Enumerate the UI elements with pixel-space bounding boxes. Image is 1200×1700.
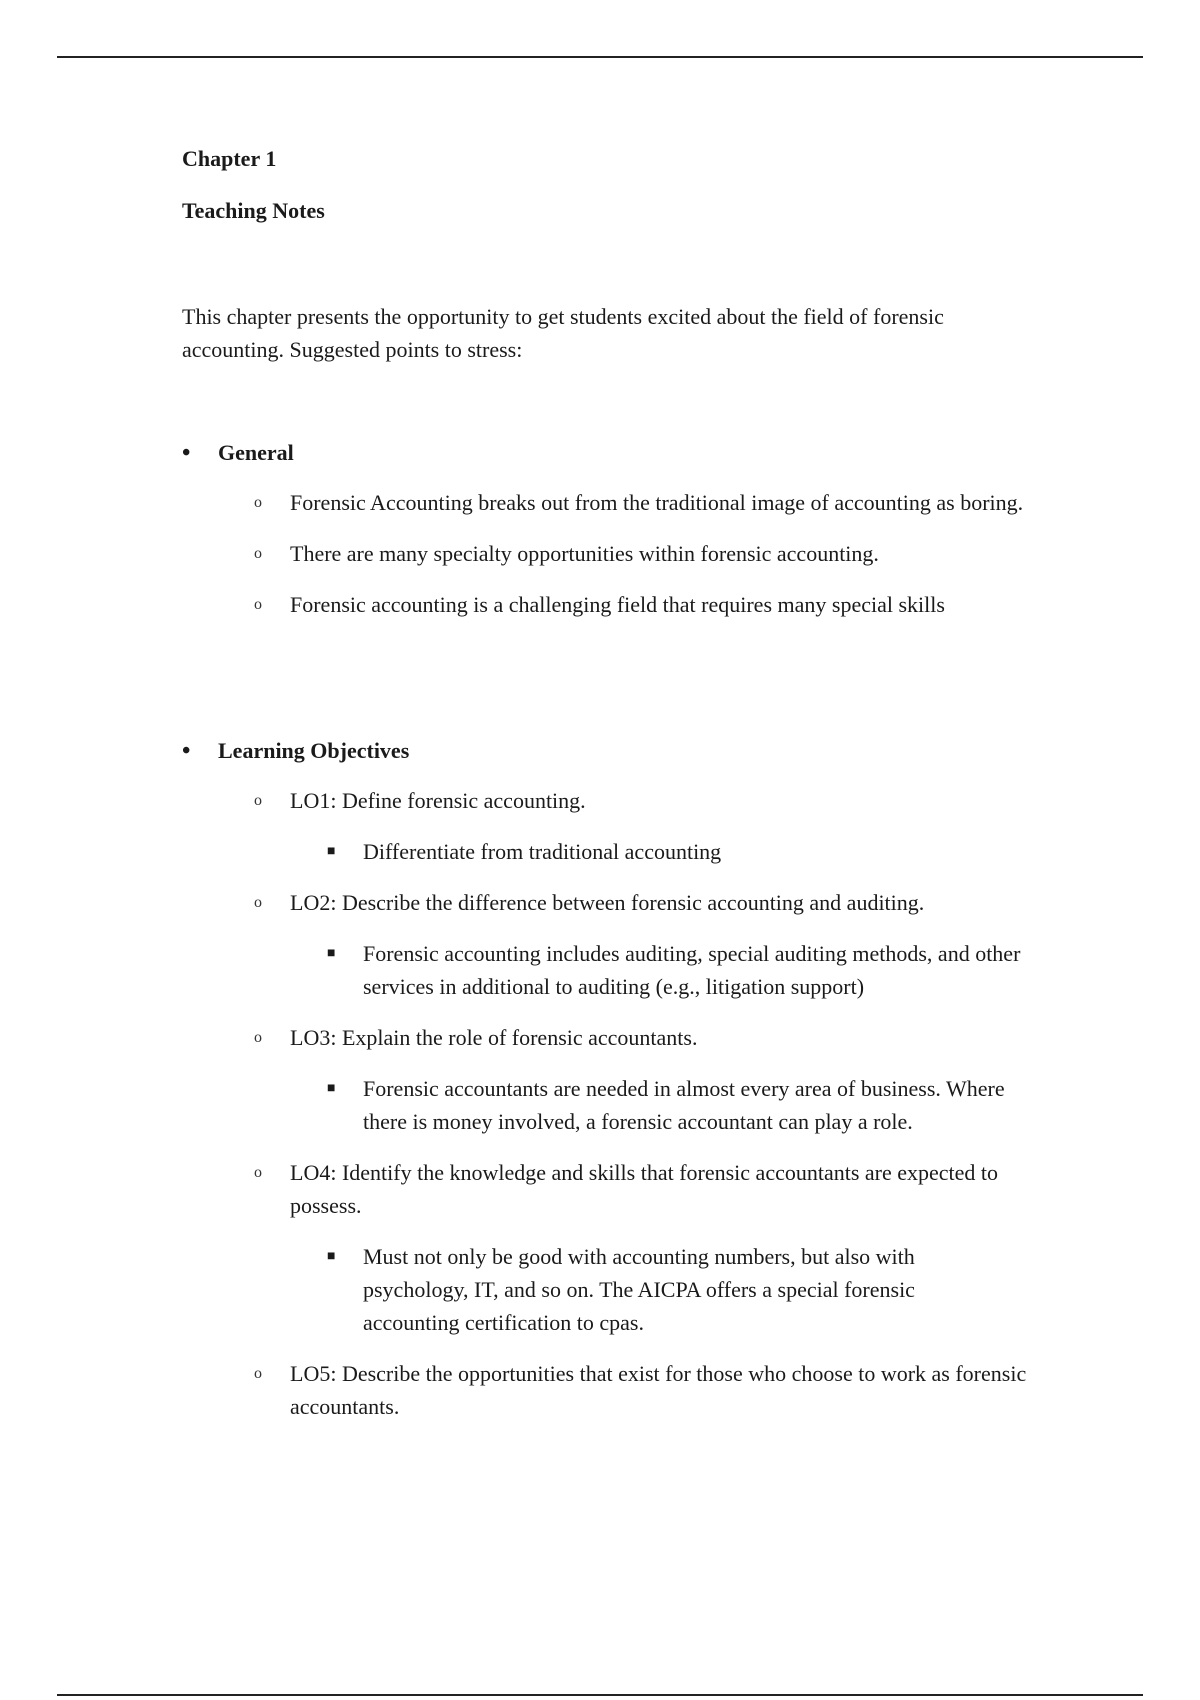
objective-text: LO3: Explain the role of forensic accountants. [290, 1025, 698, 1050]
hollow-circle-icon: o [254, 792, 262, 809]
list-item [254, 537, 1062, 570]
top-rule [57, 56, 1143, 58]
objective-detail [327, 1240, 983, 1339]
square-bullet-icon: ■ [327, 946, 336, 961]
intro-paragraph: This chapter presents the opportunity to get students excited about the field of forensic accounting. Suggested points to stress: [182, 304, 944, 362]
hollow-circle-icon: o [254, 596, 262, 613]
objective-text: LO1: Define forensic accounting. [290, 788, 586, 813]
objective-detail-text: Must not only be good with accounting numbers, but also with psychology, IT, and so on. The AICPA offers a special forensic accounting certification to cpas. [363, 1244, 915, 1335]
objective-detail-text: Differentiate from traditional accounting [363, 839, 722, 864]
learning-objectives-section [182, 736, 1062, 1423]
bullet-dot-icon: • [182, 440, 191, 466]
learning-objectives-heading-label: Learning Objectives [218, 738, 410, 763]
chapter-title: Chapter 1 [182, 146, 277, 171]
objective-detail [327, 1072, 1043, 1138]
general-heading [182, 438, 1062, 468]
hollow-circle-icon: o [254, 1029, 262, 1046]
hollow-circle-icon: o [254, 1365, 262, 1382]
objective-detail [327, 937, 1023, 1003]
general-section [182, 438, 1062, 621]
objective-item [254, 1021, 1062, 1054]
square-bullet-icon: ■ [327, 844, 336, 859]
hollow-circle-icon: o [254, 1164, 262, 1181]
objective-text: LO4: Identify the knowledge and skills that forensic accountants are expected to possess. [290, 1160, 999, 1218]
hollow-circle-icon: o [254, 494, 262, 511]
objective-item [254, 784, 1062, 817]
objective-detail-text: Forensic accountants are needed in almost every area of business. Where there is money involved, a forensic accountant can play a role. [363, 1076, 1005, 1134]
learning-objectives-heading [182, 736, 1062, 766]
hollow-circle-icon: o [254, 545, 262, 562]
list-item [254, 588, 1062, 621]
bullet-dot-icon: • [182, 738, 191, 764]
objective-detail-text: Forensic accounting includes auditing, special auditing methods, and other services in additional to auditing (e.g., litigation support) [363, 941, 1021, 999]
teaching-notes-title: Teaching Notes [182, 198, 325, 223]
list-item-text: There are many specialty opportunities within forensic accounting. [290, 541, 879, 566]
square-bullet-icon: ■ [327, 1081, 336, 1096]
list-item [254, 486, 1034, 519]
objective-item [254, 1156, 1056, 1222]
objective-text: LO5: Describe the opportunities that exist for those who choose to work as forensic accountants. [290, 1361, 1027, 1419]
square-bullet-icon: ■ [327, 1249, 336, 1264]
bottom-rule [57, 1694, 1143, 1696]
list-item-text: Forensic accounting is a challenging field that requires many special skills [290, 592, 945, 617]
objective-item [254, 1357, 1034, 1423]
general-heading-label: General [218, 440, 294, 465]
objective-detail [327, 835, 1062, 868]
objective-text: LO2: Describe the difference between forensic accounting and auditing. [290, 890, 925, 915]
objective-item [254, 886, 1062, 919]
hollow-circle-icon: o [254, 894, 262, 911]
list-item-text: Forensic Accounting breaks out from the traditional image of accounting as boring. [290, 490, 1024, 515]
